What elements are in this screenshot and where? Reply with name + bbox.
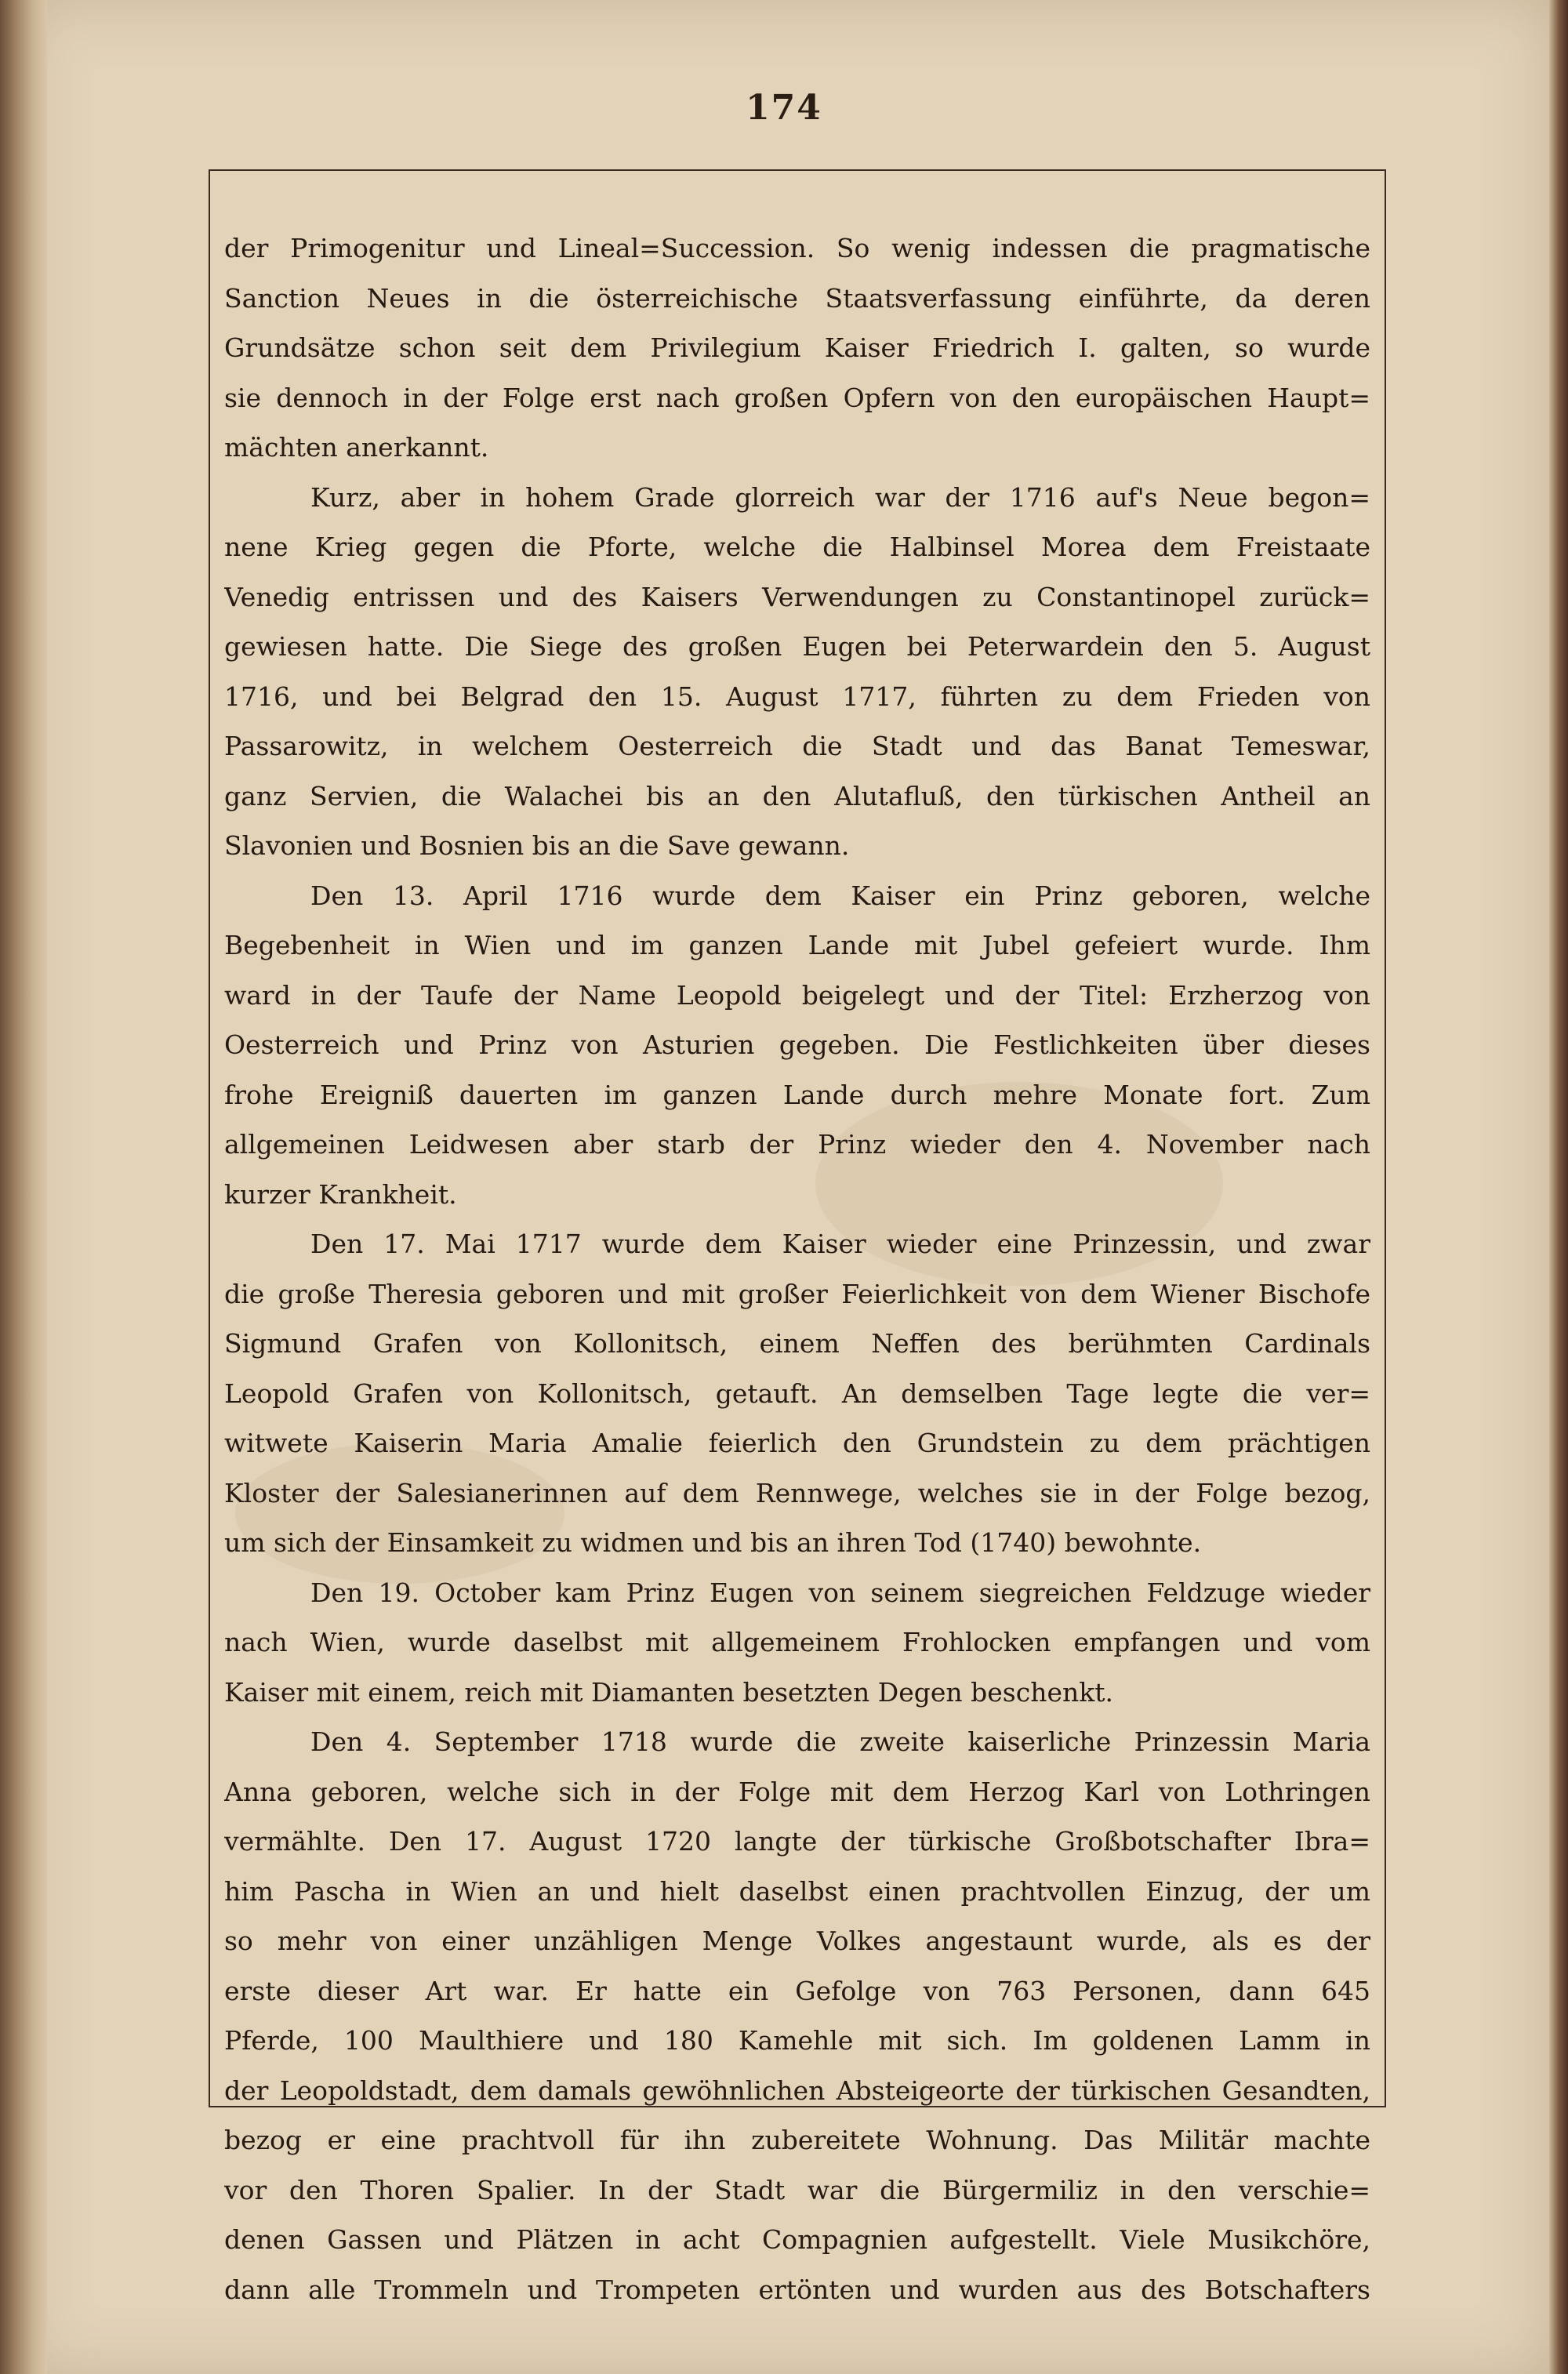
text-line: um sich der Einsamkeit zu widmen und bis an ihren Tod (1740) bewohnte. [224, 1527, 1202, 1558]
text-line: Leopold Grafen von Kollonitsch, getauft. An demselben Tage legte die ver= [224, 1378, 1370, 1409]
book-cover-edge [1549, 0, 1568, 2374]
text-line: gewiesen hatte. Die Siege des großen Eugen bei Peterwardein den 5. August [224, 631, 1370, 662]
text-line: Anna geboren, welche sich in der Folge mit dem Herzog Karl von Lothringen [224, 1776, 1370, 1807]
text-line: allgemeinen Leidwesen aber starb der Prinz wieder den 4. November nach [224, 1129, 1370, 1160]
text-line: sie dennoch in der Folge erst nach großen Opfern von den europäischen Haupt= [224, 382, 1370, 413]
text-line: frohe Ereigniß dauerten im ganzen Lande durch mehre Monate fort. Zum [224, 1079, 1370, 1110]
text-line: vor den Thoren Spalier. In der Stadt war die Bürgermiliz in den verschie= [224, 2174, 1370, 2205]
text-line: die große Theresia geboren und mit großer Feierlichkeit von dem Wiener Bischofe [224, 1278, 1370, 1309]
text-line: der Leopoldstadt, dem damals gewöhnlichen Absteigeorte der türkischen Gesandten, [224, 2075, 1370, 2106]
text-line: Passarowitz, in welchem Oesterreich die Stadt und das Banat Temeswar, [224, 731, 1370, 761]
text-line: mächten anerkannt. [224, 432, 489, 463]
text-line: nach Wien, wurde daselbst mit allgemeinem Frohlocken empfangen und vom [224, 1627, 1370, 1657]
text-line: denen Gassen und Plätzen in acht Compagnien aufgestellt. Viele Musikchöre, [224, 2224, 1370, 2255]
text-line: Pferde, 100 Maulthiere und 180 Kamehle mit sich. Im goldenen Lamm in [224, 2025, 1370, 2056]
text-line: Sanction Neues in die österreichische Staatsverfassung einführte, da deren [224, 282, 1370, 314]
text-line: Den 13. April 1716 wurde dem Kaiser ein Prinz geboren, welche [310, 880, 1370, 911]
text-line: Den 17. Mai 1717 wurde dem Kaiser wieder eine Prinzessin, und zwar [310, 1229, 1370, 1259]
text-line: witwete Kaiserin Maria Amalie feierlich den Grundstein zu dem prächtigen [224, 1428, 1370, 1458]
text-line: Grundsätze schon seit dem Privilegium Kaiser Friedrich I. galten, so wurde [224, 332, 1370, 363]
text-line: der Primogenitur und Lineal=Succession. So wenig indessen die pragmatische [224, 233, 1370, 263]
text-line: Venedig entrissen und des Kaisers Verwendungen zu Constantinopel zurück= [224, 581, 1370, 612]
text-line: Begebenheit in Wien und im ganzen Lande mit Jubel gefeiert wurde. Ihm [224, 930, 1370, 960]
text-line: kurzer Krankheit. [224, 1178, 457, 1210]
text-line: him Pascha in Wien an und hielt daselbst einen prachtvollen Einzug, der um [224, 1875, 1370, 1907]
text-line: Kurz, aber in hohem Grade glorreich war der 1716 auf's Neue begon= [310, 481, 1370, 513]
text-line: 1716, und bei Belgrad den 15. August 1717, führten zu dem Frieden von [224, 681, 1370, 712]
text-line: Kaiser mit einem, reich mit Diamanten besetzten Degen beschenkt. [224, 1676, 1114, 1708]
text-line: Den 19. October kam Prinz Eugen von seinem siegreichen Feldzuge wieder [310, 1577, 1370, 1608]
text-line: Oesterreich und Prinz von Asturien gegeben. Die Festlichkeiten über dieses [224, 1029, 1370, 1060]
text-line: bezog er eine prachtvoll für ihn zubereitete Wohnung. Das Militär machte [224, 2125, 1370, 2155]
text-line: so mehr von einer unzähligen Menge Volkes angestaunt wurde, als es der [224, 1926, 1370, 1956]
page-number: 174 [746, 88, 822, 128]
text-line: nene Krieg gegen die Pforte, welche die Halbinsel Morea dem Freistaate [224, 532, 1370, 562]
body-text [224, 223, 1370, 2314]
book-binding-edge [0, 0, 47, 2374]
text-line: Sigmund Grafen von Kollonitsch, einem Neffen des berühmten Cardinals [224, 1328, 1370, 1359]
text-line: ward in der Taufe der Name Leopold beigelegt und der Titel: Erzherzog von [224, 979, 1370, 1011]
text-line: Den 4. September 1718 wurde die zweite kaiserliche Prinzessin Maria [310, 1726, 1370, 1757]
text-line: dann alle Trommeln und Trompeten ertönten und wurden aus des Botschafters [224, 2274, 1370, 2305]
text-line: Kloster der Salesianerinnen auf dem Rennwege, welches sie in der Folge bezog, [224, 1477, 1370, 1508]
text-line: erste dieser Art war. Er hatte ein Gefolge von 763 Personen, dann 645 [224, 1975, 1370, 2006]
text-line: ganz Servien, die Walachei bis an den Alutafluß, den türkischen Antheil an [224, 780, 1370, 811]
text-line: vermählte. Den 17. August 1720 langte der türkische Großbotschafter Ibra= [224, 1826, 1370, 1857]
text-line: Slavonien und Bosnien bis an die Save gewann. [224, 830, 850, 861]
